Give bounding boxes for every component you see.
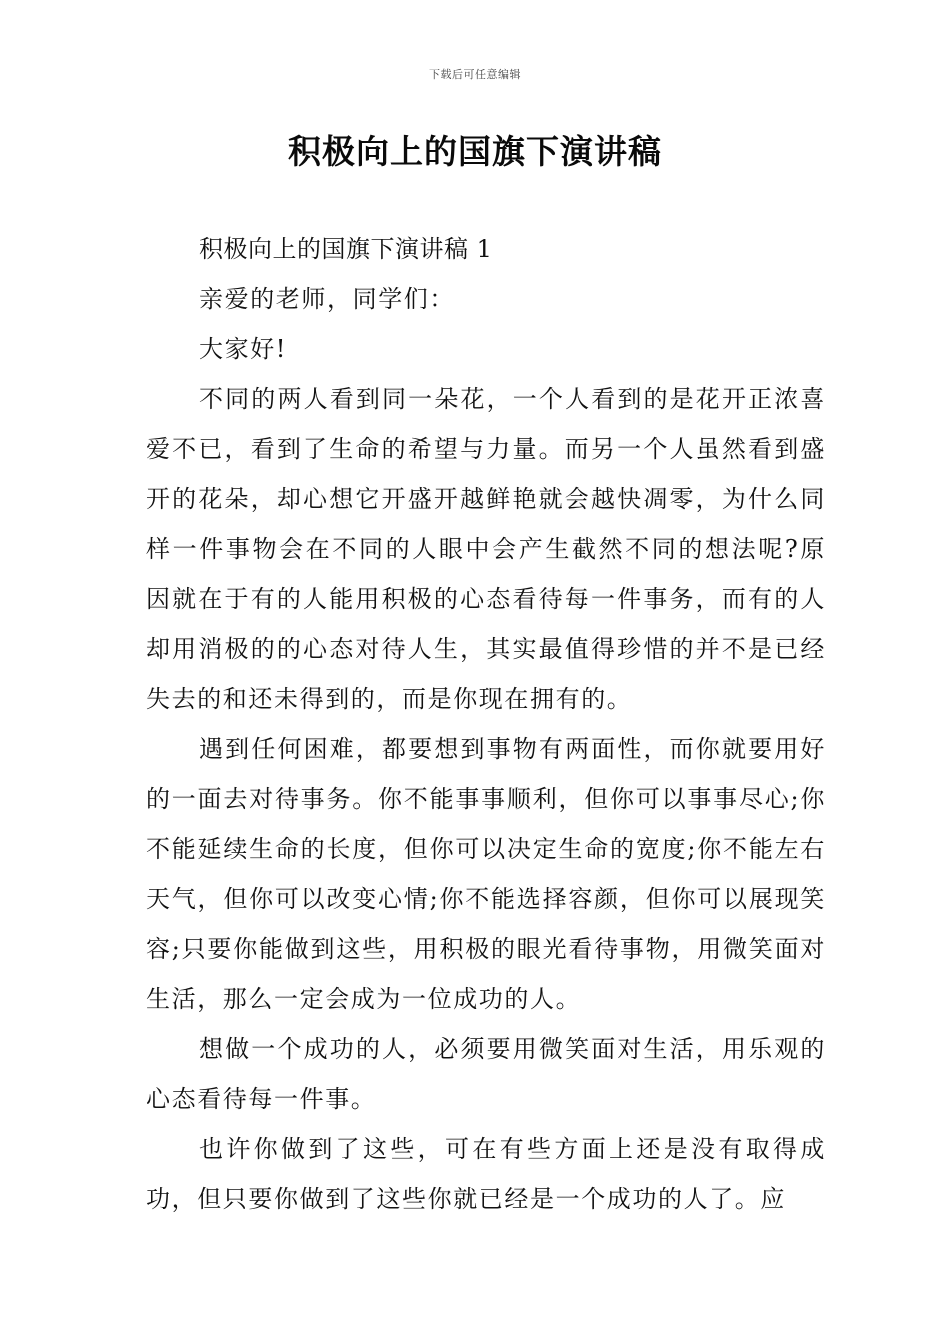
greeting: 大家好! (199, 335, 288, 363)
document-title: 积极向上的国旗下演讲稿 (288, 132, 662, 171)
paragraph: 想做一个成功的人，必须要用微笑面对生活，用乐观的心态看待每一件事。 (146, 1035, 826, 1113)
salutation: 亲爱的老师，同学们： (199, 285, 455, 313)
paragraph: 不同的两人看到同一朵花，一个人看到的是花开正浓喜爱不已，看到了生命的希望与力量。而另一个人虽然看到盛开的花朵，却心想它开盛开越鲜艳就会越快凋零，为什么同样一件事物会在不同的人眼中会产生截然不同的想法呢?原因就在于有的人能用积极的心态看待每一件事务，而有的人却用消极的的心态对待人生，其实最值得珍惜的并不是已经失去的和还未得到的，而是你现在拥有的。 (146, 385, 826, 713)
section-heading: 积极向上的国旗下演讲稿 1 (199, 235, 493, 263)
document-body (146, 224, 826, 1224)
paragraph: 也许你做到了这些，可在有些方面上还是没有取得成功，但只要你做到了这些你就已经是一个成功的人了。应 (146, 1135, 826, 1213)
paragraph: 遇到任何困难，都要想到事物有两面性，而你就要用好的一面去对待事务。你不能事事顺利，但你可以事事尽心;你不能延续生命的长度，但你可以决定生命的宽度;你不能左右天气，但你可以改变心情;你不能选择容颜，但你可以展现笑容;只要你能做到这些，用积极的眼光看待事物，用微笑面对生活，那么一定会成为一位成功的人。 (146, 735, 826, 1013)
header-note: 下载后可任意编辑 (429, 68, 521, 81)
